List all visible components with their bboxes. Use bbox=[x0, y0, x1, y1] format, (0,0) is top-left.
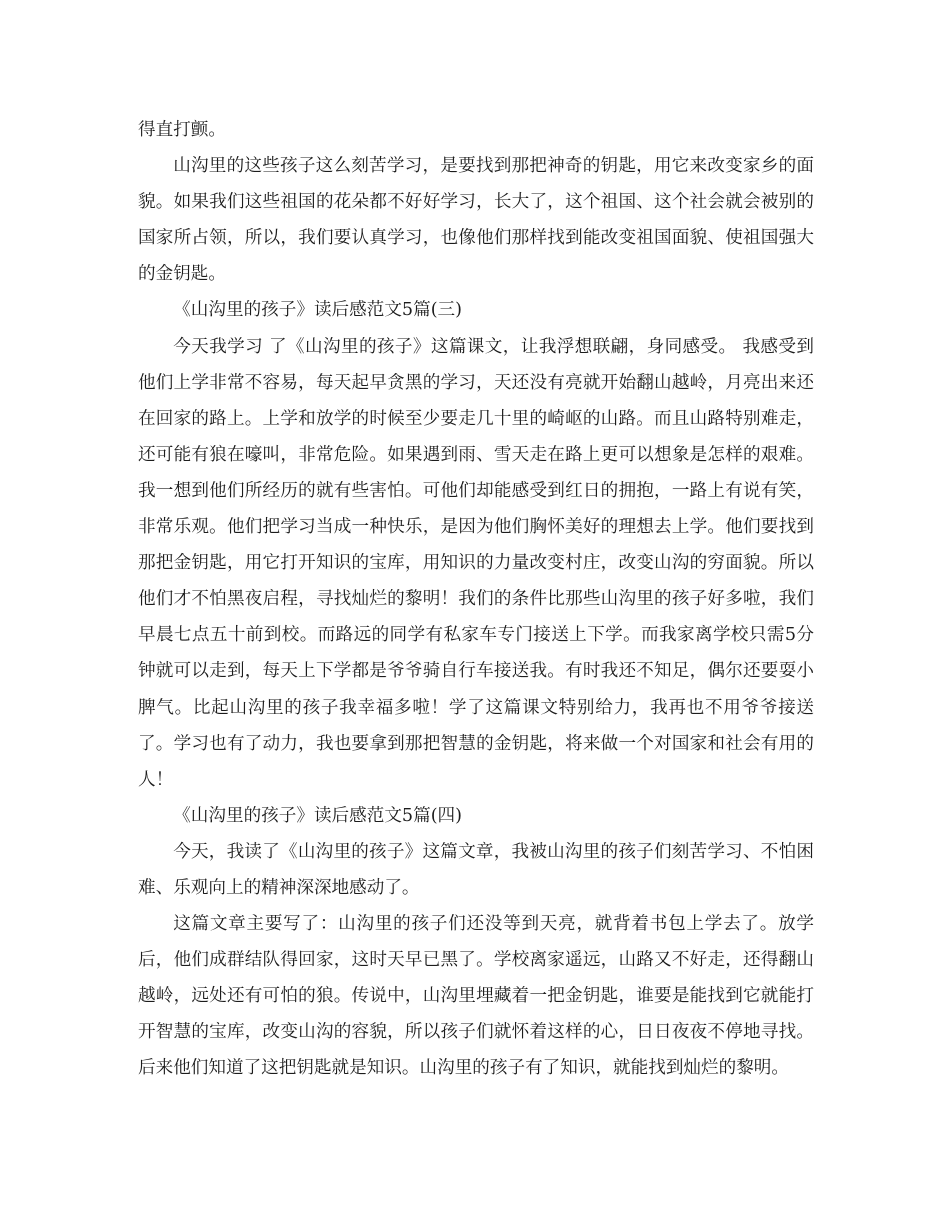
paragraph-body: 今天我学习 了《山沟里的孩子》这篇课文，让我浮想联翩，身同感受。 我感受到他们上学非常不容易，每天起早贪黑的学习，天还没有亮就开始翻山越岭，月亮出来还在回家的路上。上学和放学的时候至少要走几十里的崎岖的山路。而且山路特别难走，还可能有狼在嚎叫，非常危险。如果遇到雨、雪天走在路上更可以想象是怎样的艰难。我一想到他们所经历的就有些害怕。可他们却能感受到红日的拥抱，一路上有说有笑，非常乐观。他们把学习当成一种快乐，是因为他们胸怀美好的理想去上学。他们要找到那把金钥匙，用它打开知识的宝库，用知识的力量改变村庄，改变山沟的穷面貌。所以他们才不怕黑夜启程，寻找灿烂的黎明！我们的条件比那些山沟里的孩子好多啦，我们早晨七点五十前到校。而路远的同学有私家车专门接送上下学。而我家离学校只需5分钟就可以走到，每天上下学都是爷爷骑自行车接送我。有时我还不知足，偶尔还要耍小脾气。比起山沟里的孩子我幸福多啦！学了这篇课文特别给力，我再也不用爷爷接送了。学习也有了动力，我也要拿到那把智慧的金钥匙，将来做一个对国家和社会有用的人！ bbox=[138, 336, 814, 790]
section-heading: 《山沟里的孩子》读后感范文5篇(四) bbox=[173, 805, 463, 826]
paragraph-continuation: 得直打颤。 bbox=[138, 120, 226, 140]
section-heading: 《山沟里的孩子》读后感范文5篇(三) bbox=[173, 300, 463, 321]
document-body bbox=[138, 112, 814, 1087]
paragraph-body: 山沟里的这些孩子这么刻苦学习，是要找到那把神奇的钥匙，用它来改变家乡的面貌。如果我们这些祖国的花朵都不好好学习，长大了，这个祖国、这个社会就会被别的国家所占领，所以，我们要认真学习，也像他们那样找到能改变祖国面貌、使祖国强大的金钥匙。 bbox=[138, 156, 814, 285]
paragraph-body: 这篇文章主要写了：山沟里的孩子们还没等到天亮，就背着书包上学去了。放学后，他们成群结队得回家，这时天早已黑了。学校离家遥远，山路又不好走，还得翻山越岭，远处还有可怕的狼。传说中，山沟里埋藏着一把金钥匙，谁要是能找到它就能打开智慧的宝库，改变山沟的容貌，所以孩子们就怀着这样的心，日日夜夜不停地寻找。后来他们知道了这把钥匙就是知识。山沟里的孩子有了知识，就能找到灿烂的黎明。 bbox=[138, 914, 814, 1079]
paragraph-body: 今天，我读了《山沟里的孩子》这篇文章，我被山沟里的孩子们刻苦学习、不怕困难、乐观向上的精神深深地感动了。 bbox=[138, 841, 814, 898]
